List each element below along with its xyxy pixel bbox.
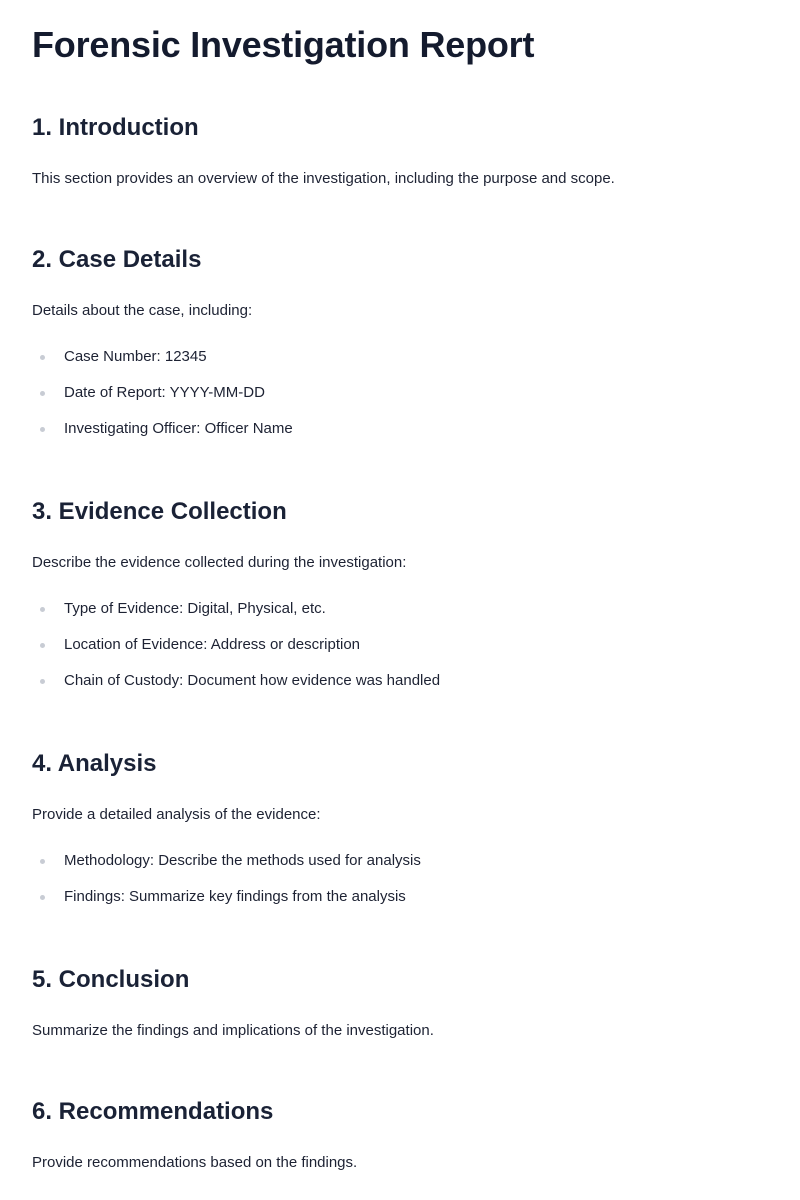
list-item-text: Findings: Summarize key findings from the analysis — [64, 888, 406, 905]
section-heading: 3. Evidence Collection — [32, 498, 287, 525]
bullet-icon — [40, 391, 45, 396]
list-item-text: Investigating Officer: Officer Name — [64, 420, 293, 437]
list-item-text: Type of Evidence: Digital, Physical, etc. — [64, 600, 326, 617]
list-item — [32, 599, 768, 619]
section-case-details — [32, 245, 768, 455]
list-item — [32, 419, 768, 439]
list-item — [32, 347, 768, 367]
section-heading: 5. Conclusion — [32, 966, 190, 993]
section-introduction — [32, 113, 768, 189]
section-heading: 2. Case Details — [32, 246, 202, 273]
bullet-icon — [40, 643, 45, 648]
list-item-text: Location of Evidence: Address or description — [64, 636, 361, 653]
section-heading: 6. Recommendations — [32, 1098, 274, 1125]
bullet-icon — [40, 427, 45, 432]
list-item — [32, 671, 768, 691]
bullet-icon — [40, 355, 45, 360]
bullet-icon — [40, 679, 45, 684]
list-item-text: Case Number: 12345 — [64, 348, 207, 365]
bullet-icon — [40, 859, 45, 864]
section-text: Provide recommendations based on the findings. — [32, 1154, 358, 1171]
section-analysis — [32, 749, 768, 923]
section-text: Provide a detailed analysis of the evidence: — [32, 806, 321, 823]
evidence-list — [32, 599, 768, 691]
section-recommendations — [32, 1097, 768, 1173]
bullet-icon — [40, 607, 45, 612]
section-text: Summarize the findings and implications of the investigation. — [32, 1022, 434, 1039]
section-evidence-collection — [32, 497, 768, 707]
bullet-icon — [40, 895, 45, 900]
list-item-text: Methodology: Describe the methods used for analysis — [64, 852, 421, 869]
list-item — [32, 383, 768, 403]
section-text: Details about the case, including: — [32, 302, 253, 319]
list-item — [32, 887, 768, 907]
report-title: Forensic Investigation Report — [32, 24, 535, 65]
section-heading: 1. Introduction — [32, 114, 199, 141]
list-item-text: Chain of Custody: Document how evidence was handled — [64, 672, 441, 689]
case-details-list — [32, 347, 768, 439]
analysis-list — [32, 851, 768, 907]
section-conclusion — [32, 965, 768, 1041]
section-text: Describe the evidence collected during the investigation: — [32, 554, 407, 571]
section-text: This section provides an overview of the investigation, including the purpose and scope. — [32, 170, 615, 187]
section-heading: 4. Analysis — [32, 750, 157, 777]
list-item — [32, 851, 768, 871]
list-item-text: Date of Report: YYYY-MM-DD — [64, 384, 265, 401]
list-item — [32, 635, 768, 655]
